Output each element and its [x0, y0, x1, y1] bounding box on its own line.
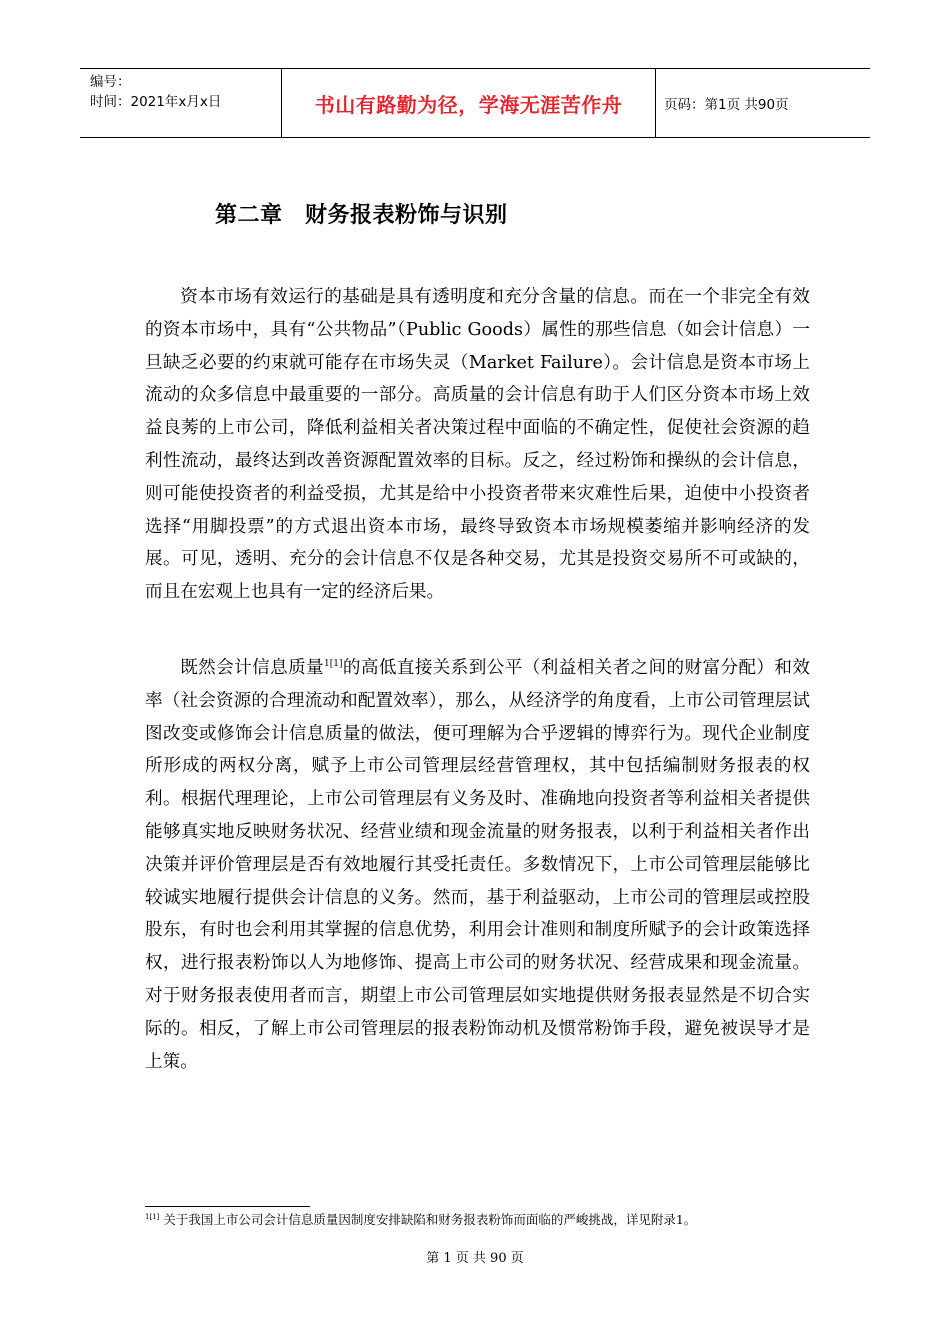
paragraph-1: 资本市场有效运行的基础是具有透明度和充分含量的信息。而在一个非完全有效的资本市场中，具有“公共物品”（Public Goods）属性的那些信息（如会计信息）一旦缺乏必要的约束就可能存在市场失灵（Market Failure）。会计信息是资本市场上流动的众多信息中最重要的一部分。高质量的会计信息有助于人们区分资本市场上效益良莠的上市公司，降低利益相关者决策过程中面临的不确定性，促使社会资源的趋利性流动，最终达到改善资源配置效率的目标。反之，经过粉饰和操纵的会计信息，则可能使投资者的利益受损，尤其是给中小投资者带来灾难性后果，迫使中小投资者选择“用脚投票”的方式退出资本市场，最终导致资本市场规模萎缩并影响经济的发展。可见，透明、充分的会计信息不仅是各种交易，尤其是投资交易所不可或缺的，而且在宏观上也具有一定的经济后果。	[145, 287, 810, 603]
document-header	[80, 68, 870, 138]
document-number-label: 编号：	[90, 74, 131, 90]
footnote-text: 关于我国上市公司会计信息质量因制度安排缺陷和财务报表粉饰而面临的严峻挑战，详见附录1。	[159, 1212, 697, 1227]
paragraph-2-start: 既然会计信息质量	[180, 658, 325, 678]
header-motto: 书山有路勤为径，学海无涯苦作舟	[282, 69, 656, 137]
chapter-title: 第二章 财务报表粉饰与识别	[215, 203, 508, 228]
header-meta-cell	[80, 69, 282, 137]
footnote-reference[interactable]: 1[1]	[324, 659, 343, 670]
footnote-mark: 1[1]	[145, 1212, 160, 1221]
document-date: 时间：2021年x月x日	[90, 94, 222, 110]
page-footer: 第 1 页 共 90 页	[426, 1251, 524, 1266]
footnote-divider	[145, 1206, 310, 1207]
footnote	[145, 1211, 825, 1229]
paragraph-1-block	[145, 281, 810, 609]
paragraph-2	[145, 652, 810, 1078]
header-page-info: 页码：第1页 共90页	[664, 97, 789, 113]
paragraph-2-block	[145, 652, 810, 1078]
paragraph-2-rest: 的高低直接关系到公平（利益相关者之间的财富分配）和效率（社会资源的合理流动和配置效率），那么，从经济学的角度看，上市公司管理层试图改变或修饰会计信息质量的做法，便可理解为合乎逻辑的博弈行为。现代企业制度所形成的两权分离，赋予上市公司管理层经营管理权，其中包括编制财务报表的权利。根据代理理论，上市公司管理层有义务及时、准确地向投资者等利益相关者提供能够真实地反映财务状况、经营业绩和现金流量的财务报表，以利于利益相关者作出决策并评价管理层是否有效地履行其受托责任。多数情况下，上市公司管理层能够比较诚实地履行提供会计信息的义务。然而，基于利益驱动，上市公司的管理层或控股股东，有时也会利用其掌握的信息优势，利用会计准则和制度所赋予的会计政策选择权，进行报表粉饰以人为地修饰、提高上市公司的财务状况、经营成果和现金流量。对于财务报表使用者而言，期望上市公司管理层如实地提供财务报表显然是不切合实际的。相反，了解上市公司管理层的报表粉饰动机及惯常粉饰手段，避免被误导才是上策。	[145, 658, 810, 1072]
